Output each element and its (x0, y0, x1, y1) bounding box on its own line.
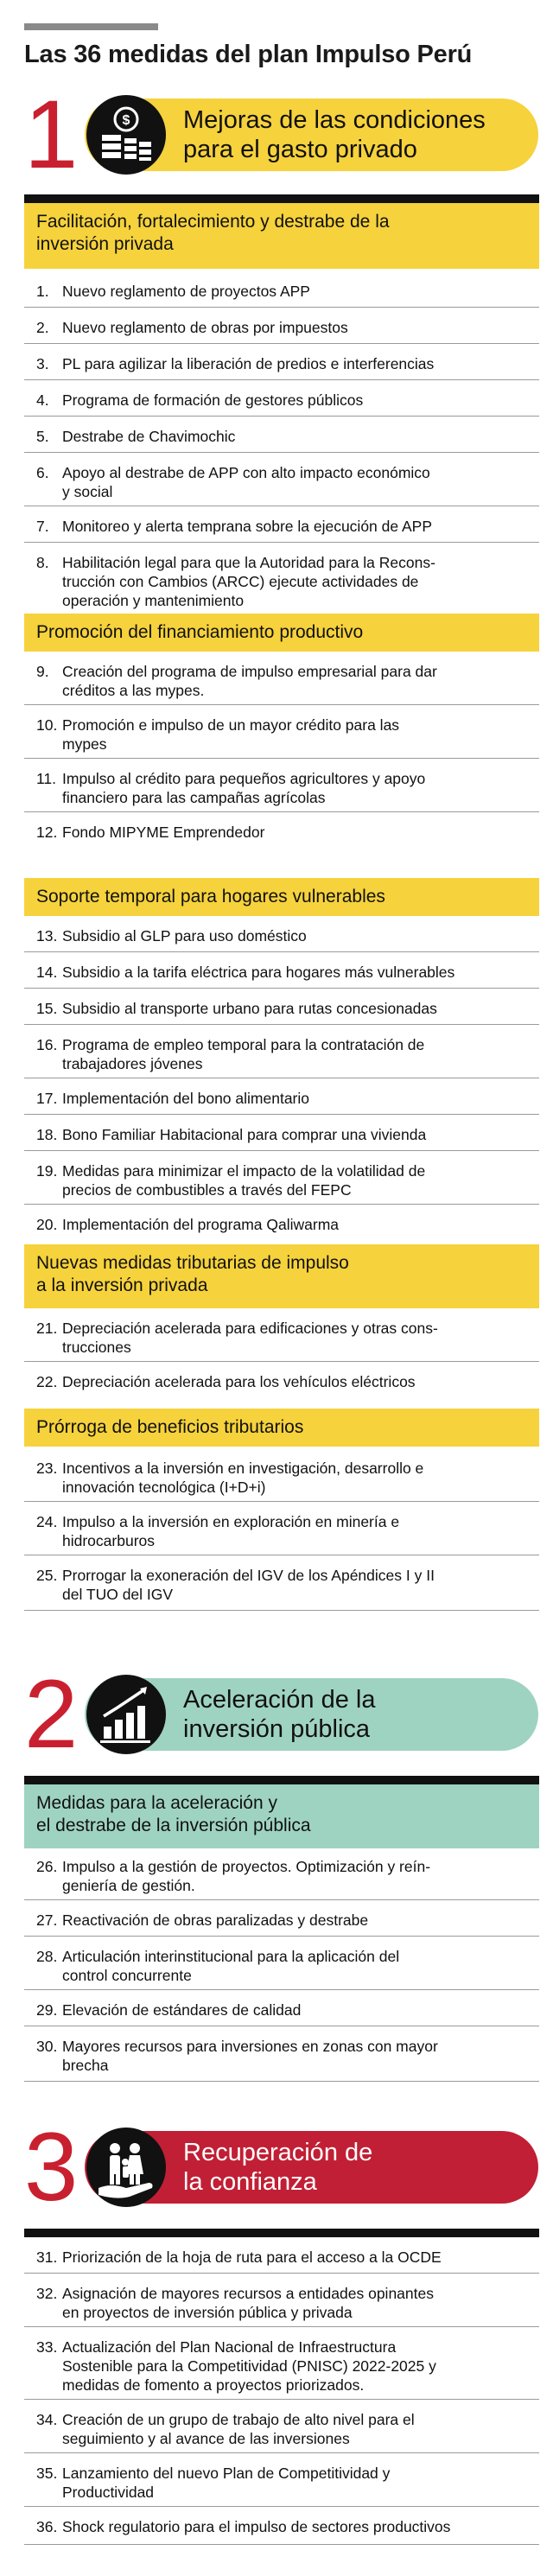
section-number: 3 (24, 2113, 79, 2221)
section-2-header (24, 1660, 539, 1768)
list-item: 32. Asignación de mayores recursos a entidades opinantes en proyectos de inversión pública y privada (24, 2284, 539, 2327)
list-item: 2. Nuevo reglamento de obras por impuestos (24, 318, 539, 344)
list-item: 33. Actualización del Plan Nacional de Infraestructura Sostenible para la Competitividad (PNISC) 2022-2025 y medidas de fomento a proyectos priorizados. (24, 2337, 539, 2400)
list-item: 3. PL para agilizar la liberación de predios e interferencias (24, 354, 539, 380)
svg-text:$: $ (122, 113, 130, 128)
list-item: 5. Destrabe de Chavimochic (24, 427, 539, 453)
list-item: 10. Promoción e impulso de un mayor crédito para las mypes (24, 716, 539, 759)
list-item: 36. Shock regulatorio para el impulso de sectores productivos (24, 2517, 539, 2545)
section-title: Aceleración de la inversión pública (183, 1686, 376, 1743)
section-title: Recuperación de la confianza (183, 2139, 373, 2196)
list-item: 18. Bono Familiar Habitacional para comprar una vivienda (24, 1125, 539, 1151)
list-item: 30. Mayores recursos para inversiones en zonas con mayor brecha (24, 2037, 539, 2082)
list-item: 14. Subsidio a la tarifa eléctrica para hogares más vulnerables (24, 963, 539, 989)
list-item: 21. Depreciación acelerada para edificaciones y otras cons- trucciones (24, 1319, 539, 1362)
list-item: 34. Creación de un grupo de trabajo de alto nivel para el seguimiento y al avance de las inversiones (24, 2410, 539, 2453)
group-title: Promoción del financiamiento productivo (24, 614, 539, 652)
list-item: 9. Creación del programa de impulso empresarial para dar créditos a las mypes. (24, 662, 539, 705)
list-item: 23. Incentivos a la inversión en investigación, desarrollo e innovación tecnológica (I+D+i) (24, 1459, 539, 1502)
list-item: 13. Subsidio al GLP para uso doméstico (24, 926, 539, 952)
list-item: 8. Habilitación legal para que la Autoridad para la Recons- trucción con Cambios (ARCC) ejecute actividades de operación y mantenimiento (36, 554, 435, 609)
top-accent-bar (24, 23, 158, 30)
list-item: 4. Programa de formación de gestores públicos (24, 391, 539, 417)
list-item: 12. Fondo MIPYME Emprendedor (36, 824, 265, 841)
list-item: 20. Implementación del programa Qaliwarma (36, 1216, 339, 1233)
section-rule (24, 2229, 539, 2237)
list-item: 6. Apoyo al destrabe de APP con alto impacto económico y social (24, 463, 539, 506)
section-3-header (24, 2113, 539, 2221)
list-item: 15. Subsidio al transporte urbano para rutas concesionadas (24, 999, 539, 1025)
list-item: 22. Depreciación acelerada para los vehículos eléctricos (36, 1373, 416, 1390)
list-item: 7. Monitoreo y alerta temprana sobre la ejecución de APP (24, 517, 539, 543)
list-item: 1. Nuevo reglamento de proyectos APP (24, 282, 539, 308)
list-item: 25. Prorrogar la exoneración del IGV de los Apéndices I y II del TUO del IGV (24, 1566, 539, 1611)
list-item: 35. Lanzamiento del nuevo Plan de Competitividad y Productividad (24, 2464, 539, 2507)
list-item: 11. Impulso al crédito para pequeños agricultores y apoyo financiero para las campañas agrícolas (24, 769, 539, 812)
list-item: 24. Impulso a la inversión en exploración en minería e hidrocarburos (24, 1512, 539, 1555)
group-title: Medidas para la aceleración y el destrabe de la inversión pública (24, 1784, 539, 1848)
group-title: Prórroga de beneficios tributarios (24, 1409, 539, 1447)
section-number: 2 (24, 1660, 79, 1768)
section-1-header (24, 80, 539, 188)
list-item: 19. Medidas para minimizar el impacto de la volatilidad de precios de combustibles a través del FEPC (24, 1161, 539, 1205)
list-item: 27. Reactivación de obras paralizadas y destrabe (24, 1911, 539, 1937)
growth-chart-icon (86, 1675, 166, 1754)
group-title: Soporte temporal para hogares vulnerables (24, 878, 539, 916)
page-title: Las 36 medidas del plan Impulso Perú (24, 41, 473, 68)
section-rule (24, 1776, 539, 1784)
list-item: 31. Priorización de la hoja de ruta para el acceso a la OCDE (24, 2248, 539, 2274)
family-hand-icon (86, 2128, 166, 2207)
list-item: 17. Implementación del bono alimentario (24, 1089, 539, 1115)
money-stack-icon (86, 95, 166, 175)
list-item: 28. Articulación interinstitucional para la aplicación del control concurrente (24, 1947, 539, 1990)
section-title: Mejoras de las condiciones para el gasto privado (183, 106, 486, 163)
group-title: Nuevas medidas tributarias de impulso a la inversión privada (24, 1244, 539, 1308)
list-item: 29. Elevación de estándares de calidad (24, 2000, 539, 2026)
list-item: 16. Programa de empleo temporal para la contratación de trabajadores jóvenes (24, 1035, 539, 1078)
list-item: 26. Impulso a la gestión de proyectos. Optimización y reín- geniería de gestión. (24, 1857, 539, 1900)
section-number: 1 (24, 80, 79, 188)
group-title: Facilitación, fortalecimiento y destrabe de la inversión privada (24, 203, 539, 269)
section-rule (24, 194, 539, 203)
